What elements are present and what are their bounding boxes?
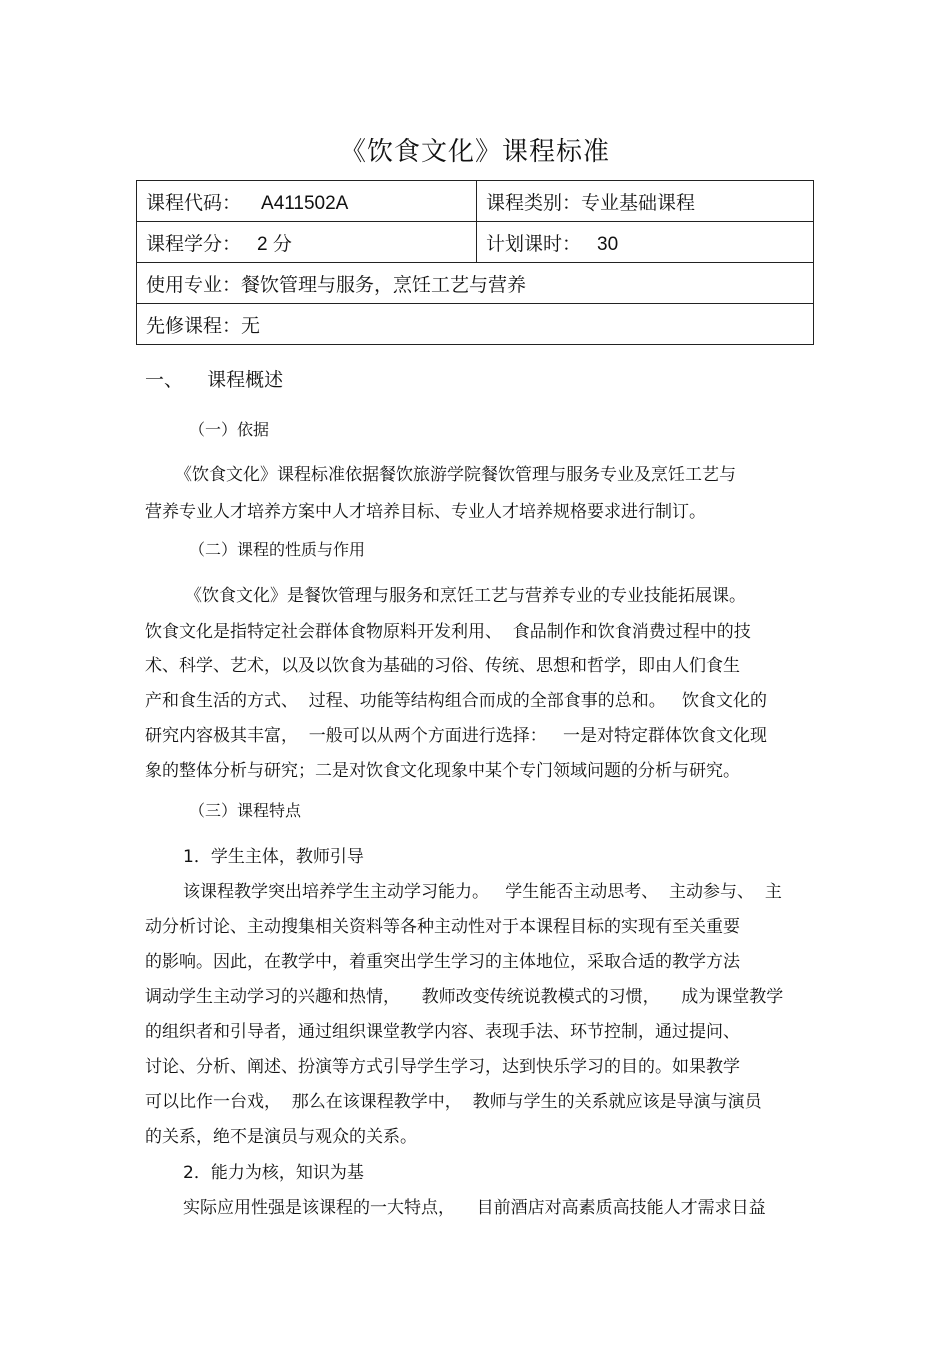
course-type-label: 课程类别： bbox=[486, 191, 582, 214]
course-code-cell bbox=[137, 181, 477, 222]
hours-label: 计划课时： bbox=[486, 232, 582, 255]
course-type-value: 专业基础课程 bbox=[581, 191, 696, 214]
subsection-heading: （一）依据 bbox=[189, 420, 270, 439]
credits-value: 2 分 bbox=[257, 233, 292, 255]
paragraph-line: 的影响。因此，在教学中，着重突出学生学习的主体地位，采取合适的教学方法 bbox=[145, 952, 740, 972]
paragraph-line: 研究内容极其丰富， 一般可以从两个方面进行选择： 一是对特定群体饮食文化现 bbox=[145, 726, 768, 746]
majors-label: 使用专业： bbox=[146, 273, 242, 296]
prereq-value: 无 bbox=[241, 314, 261, 337]
paragraph-line: 象的整体分析与研究；二是对饮食文化现象中某个专门领域问题的分析与研究。 bbox=[145, 761, 740, 781]
course-code-label: 课程代码： bbox=[146, 191, 242, 214]
prereq-label: 先修课程： bbox=[146, 314, 242, 337]
paragraph-line: 的关系，绝不是演员与观众的关系。 bbox=[145, 1127, 417, 1147]
hours-cell bbox=[477, 222, 814, 263]
course-info-table bbox=[136, 180, 814, 345]
paragraph-line: 的组织者和引导者，通过组织课堂教学内容、表现手法、环节控制，通过提问、 bbox=[145, 1022, 740, 1042]
majors-cell bbox=[137, 263, 814, 304]
table-row bbox=[137, 181, 814, 222]
subsection-heading: （三）课程特点 bbox=[189, 801, 302, 820]
point-heading: 1．学生主体，教师引导 bbox=[183, 847, 364, 867]
paragraph-line: 调动学生主动学习的兴趣和热情， 教师改变传统说教模式的习惯， 成为课堂教学 bbox=[145, 987, 784, 1007]
table-row bbox=[137, 222, 814, 263]
credits-cell bbox=[137, 222, 477, 263]
subsection-heading: （二）课程的性质与作用 bbox=[189, 540, 366, 559]
table-row bbox=[137, 304, 814, 345]
course-type-cell bbox=[477, 181, 814, 222]
table-row bbox=[137, 263, 814, 304]
course-code-value: A411502A bbox=[261, 192, 349, 214]
paragraph-line: 可以比作一台戏， 那么在该课程教学中， 教师与学生的关系就应该是导演与演员 bbox=[145, 1092, 762, 1112]
credits-label: 课程学分： bbox=[146, 232, 242, 255]
paragraph-line: 产和食生活的方式、 过程、功能等结构组合而成的全部食事的总和。 饮食文化的 bbox=[145, 691, 768, 711]
majors-value: 餐饮管理与服务，烹饪工艺与营养 bbox=[241, 273, 527, 296]
paragraph-line: 《饮食文化》课程标准依据餐饮旅游学院餐饮管理与服务专业及烹饪工艺与 bbox=[175, 465, 736, 485]
paragraph-line: 讨论、分析、阐述、扮演等方式引导学生学习，达到快乐学习的目的。如果教学 bbox=[145, 1057, 740, 1077]
paragraph-line: 动分析讨论、主动搜集相关资料等各种主动性对于本课程目标的实现有至关重要 bbox=[145, 917, 740, 937]
paragraph-line: 术、科学、艺术，以及以饮食为基础的习俗、传统、思想和哲学，即由人们食生 bbox=[145, 656, 740, 676]
paragraph-line: 实际应用性强是该课程的一大特点， 目前酒店对高素质高技能人才需求日益 bbox=[183, 1198, 766, 1218]
document-title: 《饮食文化》课程标准 bbox=[339, 137, 610, 167]
paragraph-line: 饮食文化是指特定社会群体食物原料开发利用、 食品制作和饮食消费过程中的技 bbox=[145, 622, 751, 642]
paragraph-line: 营养专业人才培养方案中人才培养目标、专业人才培养规格要求进行制订。 bbox=[145, 502, 706, 522]
hours-value: 30 bbox=[597, 233, 619, 255]
paragraph-line: 《饮食文化》是餐饮管理与服务和烹饪工艺与营养专业的专业技能拓展课。 bbox=[185, 586, 746, 606]
prereq-cell bbox=[137, 304, 814, 345]
point-heading: 2．能力为核，知识为基 bbox=[183, 1163, 364, 1183]
section-heading: 一、 课程概述 bbox=[145, 369, 284, 391]
paragraph-line: 该课程教学突出培养学生主动学习能力。 学生能否主动思考、 主动参与、 主 bbox=[183, 882, 782, 902]
